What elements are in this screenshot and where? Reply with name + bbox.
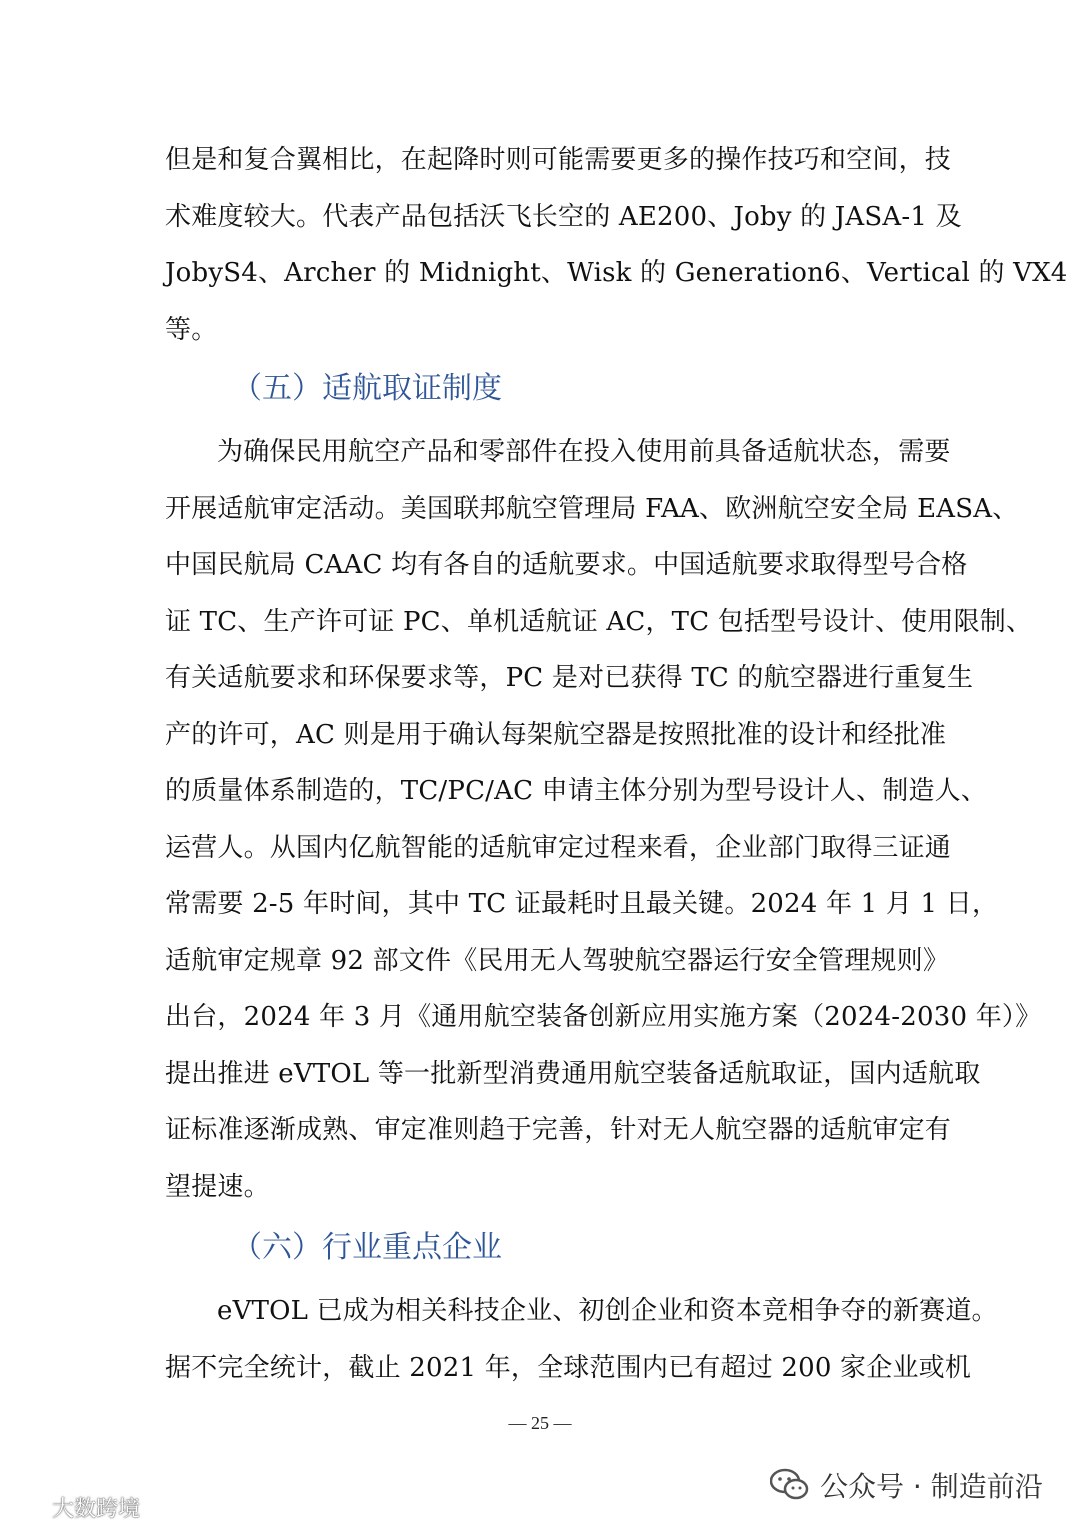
weibo-icon bbox=[8, 1494, 48, 1520]
section-heading: （五）适航取证制度 bbox=[232, 371, 502, 406]
text-line: 但是和复合翼相比，在起降时则可能需要更多的操作技巧和空间，技 bbox=[165, 145, 952, 175]
text-line: 据不完全统计，截止 2021 年，全球范围内已有超过 200 家企业或机 bbox=[165, 1353, 972, 1383]
text-line: 望提速。 bbox=[165, 1172, 270, 1202]
watermark-text: 公众号 · 制造前沿 bbox=[820, 1470, 1043, 1503]
text-line: 的质量体系制造的，TC/PC/AC 申请主体分别为型号设计人、制造人、 bbox=[165, 776, 988, 806]
watermark-text: 大数跨境 bbox=[52, 1496, 141, 1522]
text-line: 开展适航审定活动。美国联邦航空管理局 FAA、欧洲航空安全局 EASA、 bbox=[165, 494, 1019, 524]
text-line: 等。 bbox=[165, 315, 218, 345]
text-line: 中国民航局 CAAC 均有各自的适航要求。中国适航要求取得型号合格 bbox=[165, 550, 968, 580]
text-line: 产的许可，AC 则是用于确认每架航空器是按照批准的设计和经批准 bbox=[165, 720, 947, 750]
section-heading: （六）行业重点企业 bbox=[232, 1230, 502, 1265]
text-line: 为确保民用航空产品和零部件在投入使用前具备适航状态，需要 bbox=[217, 437, 951, 467]
wechat-icon bbox=[770, 1468, 810, 1502]
text-line: 术难度较大。代表产品包括沃飞长空的 AE200、Joby 的 JASA-1 及 bbox=[165, 202, 962, 232]
text-line: 证标准逐渐成熟、审定准则趋于完善，针对无人航空器的适航审定有 bbox=[165, 1115, 952, 1145]
watermark-wechat bbox=[770, 1455, 1043, 1515]
text-line: 常需要 2-5 年时间，其中 TC 证最耗时且最关键。2024 年 1 月 1 日， bbox=[165, 889, 999, 919]
text-line: 证 TC、生产许可证 PC、单机适航证 AC，TC 包括型号设计、使用限制、 bbox=[165, 607, 1033, 637]
text-line: 提出推进 eVTOL 等一批新型消费通用航空装备适航取证，国内适航取 bbox=[165, 1059, 981, 1089]
text-line: JobyS4、Archer 的 Midnight、Wisk 的 Generation6、Vertical 的 VX4 bbox=[165, 258, 1068, 288]
text-line: 出台，2024 年 3 月《通用航空装备创新应用实施方案（2024-2030 年）》 bbox=[165, 1002, 1042, 1032]
text-line: 有关适航要求和环保要求等，PC 是对已获得 TC 的航空器进行重复生 bbox=[165, 663, 974, 693]
watermark-weibo bbox=[8, 1492, 140, 1522]
page-number: — 25 — bbox=[508, 1413, 572, 1433]
text-line: eVTOL 已成为相关科技企业、初创企业和资本竞相争夺的新赛道。 bbox=[217, 1296, 998, 1326]
text-line: 运营人。从国内亿航智能的适航审定过程来看，企业部门取得三证通 bbox=[165, 833, 952, 863]
text-line: 适航审定规章 92 部文件《民用无人驾驶航空器运行安全管理规则》 bbox=[165, 946, 950, 976]
